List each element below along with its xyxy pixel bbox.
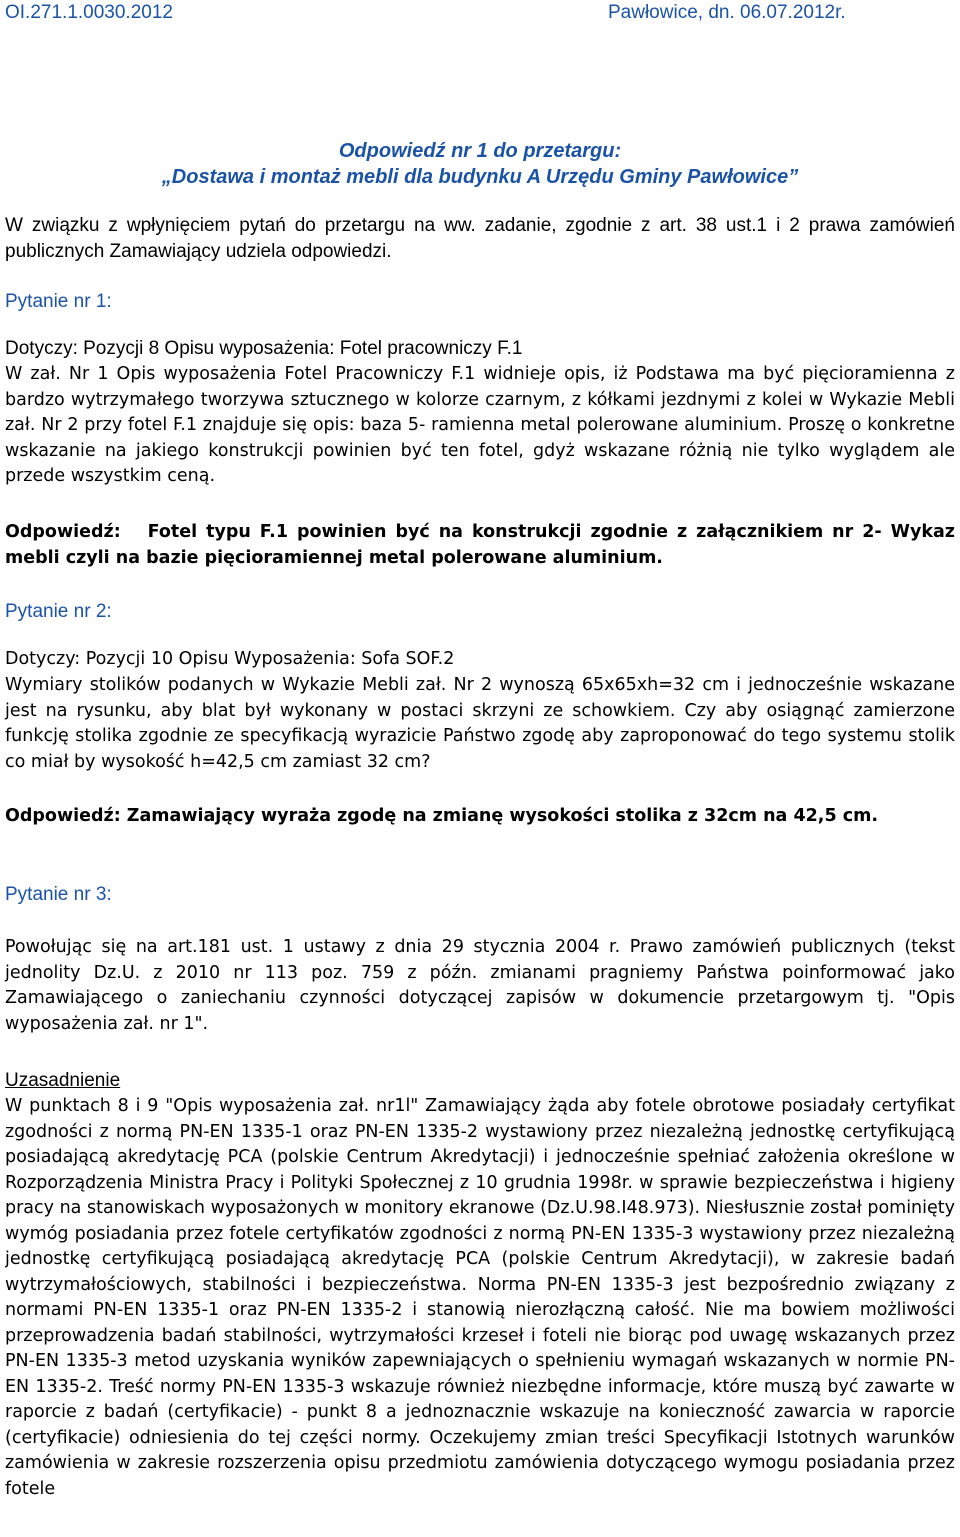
question-3-body: Powołując się na art.181 ust. 1 ustawy z dnia 29 stycznia 2004 r. Prawo zamówień publicznych (tekst jednolity Dz.U. z 2010 nr 113 poz. 759 z późn. zmianami pragniemy Państwa poinformować jako Zamawiającego o zaniechaniu czynności dotyczącej zapisów w dokumencie przetargowym tj. "Opis wyposażenia zał. nr 1". — [5, 937, 955, 1034]
answer-2: Odpowiedź: Zamawiający wyraża zgodę na zmianę wysokości stolika z 32cm na 42,5 cm. — [5, 806, 878, 826]
question-2-body: Wymiary stolików podanych w Wykazie Mebli zał. Nr 2 wynoszą 65x65xh=32 cm i jednocześnie wskazane jest na rysunku, aby blat był wykonany w postaci skrzyni ze schowkiem. Czy aby osiągnąć zamierzone funkcję stolika zgodnie ze specyfikacją wyrazicie Państwo zgodę aby zaproponować do tego systemu stolik co miał by wysokość h=42,5 cm zamiast 32 cm? — [5, 675, 955, 772]
question-1-body: W zał. Nr 1 Opis wyposażenia Fotel Pracowniczy F.1 widnieje opis, iż Podstawa ma być pięcioramienna z bardzo wytrzymałego tworzywa sztucznego w kolorze czarnym, z kółkami jezdnymi z kolei w Wykazie Mebli zał. Nr 2 przy fotel F.1 znajduje się opis: baza 5- ramienna metal polerowane aluminium. Proszę o konkretne wskazanie na jakiego konstrukcji powinien być ten fotel, gdyż wskazane różnią nie tylko wyglądem ale przede wszystkim ceną. — [5, 364, 955, 486]
place-date: Pawłowice, dn. 06.07.2012r. — [608, 2, 846, 23]
question-2-label: Pytanie nr 2: — [5, 601, 112, 622]
answer-1 — [5, 520, 955, 571]
document-subtitle: „Dostawa i montaż mebli dla budynku A Urzędu Gminy Pawłowice” — [161, 166, 799, 188]
question-3-label: Pytanie nr 3: — [5, 884, 112, 905]
document-title: Odpowiedź nr 1 do przetargu: — [338, 140, 622, 162]
answer-1-text: Fotel typu F.1 powinien być na konstrukcji zgodnie z załącznikiem nr 2- Wykaz mebli czyli na bazie pięcioramiennej metal polerowane aluminium. — [5, 522, 955, 568]
justification-body: W punktach 8 i 9 "Opis wyposażenia zał. nr1l" Zamawiający żąda aby fotele obrotowe posiadały certyfikat zgodności z normą PN-EN 1335-1 oraz PN-EN 1335-2 wystawiony przez niezależną jednostkę certyfikującą posiadającą akredytację PCA (polskie Centrum Akredytacji) i jednocześnie spełniać założenia określone w Rozporządzenia Ministra Pracy i Polityki Społecznej z 10 grudnia 1998r. w sprawie bezpieczeństwa i higieny pracy na stanowiskach wyposażonych w monitory ekranowe (Dz.U.98.I48.973). Niesłusznie został pominięty wymóg posiadania przez fotele certyfikatów zgodności z normą PN-EN 1335-3 wystawiony przez niezależną jednostkę certyfikującą posiadającą akredytację PCA (polskie Centrum Akredytacji), w zakresie badań wytrzymałościowych, stabilności i bezpieczeństwa. Norma PN-EN 1335-3 jest bezpośrednio związany z normami PN-EN 1335-1 oraz PN-EN 1335-2 i stanowią nierozłączną całość. Nie ma bowiem możliwości przeprowadzenia badań stabilności, wytrzymałości krzeseł i foteli nie biorąc pod uwagę wskazanych przez PN-EN 1335-3 metod uzyskania wyników zapewniających o spełnieniu wymagań wskazanych w normie PN-EN 1335-2. Treść normy PN-EN 1335-3 wskazuje również niezbędne informacje, które muszą być zawarte w raporcie z badań (certyfikacie) - punkt 8 a jednoznacznie wskazuje na konieczność zawarcia w raporcie (certyfikacie) odniesienia do tej części normy. Oczekujemy zmian treści Specyfikacji Istotnych warunków zamówienia w zakresie rozszerzenia opisu przedmiotu zamówienia dotyczącego wymogu posiadania przez fotele — [5, 1096, 955, 1499]
question-2-subject: Dotyczy: Pozycji 10 Opisu Wyposażenia: Sofa SOF.2 — [5, 649, 455, 669]
intro-paragraph: W związku z wpłynięciem pytań do przetargu na ww. zadanie, zgodnie z art. 38 ust.1 i 2 prawa zamówień publicznych Zamawiający udziela odpowiedzi. — [5, 215, 955, 262]
question-1-subject: Dotyczy: Pozycji 8 Opisu wyposażenia: Fotel pracowniczy F.1 — [5, 338, 523, 359]
answer-1-label: Odpowiedź: — [5, 522, 121, 542]
question-1-label: Pytanie nr 1: — [5, 291, 112, 312]
justification-heading: Uzasadnienie — [5, 1070, 121, 1091]
reference-number: OI.271.1.0030.2012 — [5, 2, 173, 23]
